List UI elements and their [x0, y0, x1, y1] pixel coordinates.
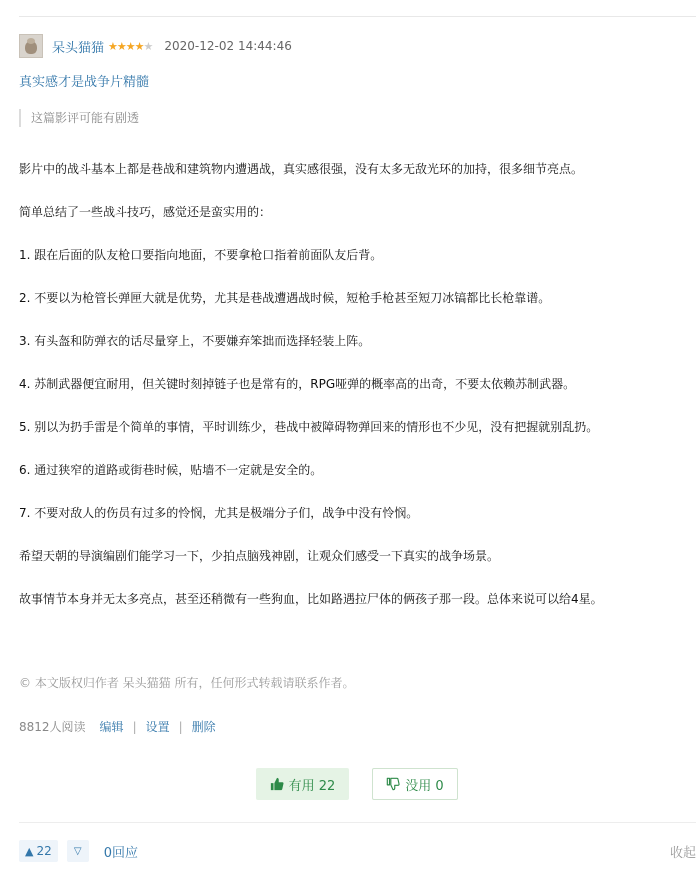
replies-link[interactable]: 0回应 [103, 845, 139, 861]
read-count: 8812人阅读 [19, 720, 86, 734]
useful-button[interactable] [256, 768, 349, 800]
review-body [19, 158, 679, 631]
downvote-button[interactable] [67, 840, 89, 862]
review-paragraph: 故事情节本身并无太多亮点，甚至还稍微有一些狗血，比如路遇拉尸体的俩孩子那一段。总体来说可以给4星。 [19, 592, 603, 606]
review-paragraph: 6. 通过狭窄的道路或街巷时候，贴墙不一定就是安全的。 [19, 463, 323, 477]
useful-label: 有用 22 [288, 778, 336, 794]
star-icon: ★ [116, 39, 126, 53]
edit-link[interactable]: 编辑 [99, 720, 124, 734]
vote-row [256, 768, 458, 800]
review-paragraph: 3. 有头盔和防弹衣的话尽量穿上，不要嫌弃笨拙而选择轻装上阵。 [19, 334, 371, 348]
meta-separator: | [178, 719, 183, 734]
thumbs-up-icon [270, 777, 284, 791]
upvote-button[interactable] [19, 840, 58, 862]
meta-separator: | [132, 719, 137, 734]
review-paragraph: 4. 苏制武器便宜耐用，但关键时刻掉链子也是常有的，RPG哑弹的概率高的出奇，不要太依赖苏制武器。 [19, 377, 576, 391]
delete-link[interactable]: 删除 [191, 720, 216, 734]
review-paragraph: 简单总结了一些战斗技巧，感觉还是蛮实用的： [19, 205, 272, 219]
review-paragraph: 影片中的战斗基本上都是巷战和建筑物内遭遇战，真实感很强，没有太多无敌光环的加持，很多细节亮点。 [19, 162, 584, 176]
star-icon: ★ [143, 39, 153, 53]
review-paragraph: 7. 不要对敌人的伤员有过多的怜悯，尤其是极端分子们，战争中没有怜悯。 [19, 506, 419, 520]
review-title[interactable]: 真实感才是战争片精髓 [19, 75, 150, 90]
spoiler-notice: 这篇影评可能有剧透 [19, 109, 139, 127]
comment-footer [19, 839, 696, 863]
review-paragraph: 希望天朝的导演编剧们能学习一下，少拍点脑残神剧，让观众们感受一下真实的战争场景。 [19, 549, 500, 563]
settings-link[interactable]: 设置 [145, 720, 170, 734]
useless-label: 没用 0 [405, 778, 444, 794]
star-icon: ★ [134, 39, 144, 53]
star-icon: ★ [108, 39, 117, 53]
bottom-divider [19, 822, 696, 823]
useless-button[interactable] [372, 768, 458, 800]
collapse-link[interactable]: 收起 [669, 845, 696, 861]
triangle-up-icon: ▲ [25, 844, 34, 858]
star-icon: ★ [125, 39, 135, 53]
rating-stars [108, 40, 152, 53]
review-header [19, 33, 292, 59]
thumbs-down-icon [386, 777, 400, 791]
review-meta [19, 718, 216, 735]
review-paragraph: 2. 不要以为枪管长弹匣大就是优势，尤其是巷战遭遇战时候，短枪手枪甚至短刀冰镐都比长枪靠谱。 [19, 291, 551, 305]
avatar[interactable] [19, 34, 43, 58]
review-paragraph: 1. 跟在后面的队友枪口要指向地面，不要拿枪口指着前面队友后背。 [19, 248, 383, 262]
triangle-down-icon: ▽ [73, 845, 82, 857]
review-datetime: 2020-12-02 14:44:46 [164, 39, 292, 53]
copyright-notice: © 本文版权归作者 呆头猫猫 所有，任何形式转载请联系作者。 [19, 676, 355, 690]
upvote-count: 22 [36, 844, 52, 858]
author-name[interactable]: 呆头猫猫 [52, 40, 105, 56]
top-divider [19, 16, 696, 17]
review-paragraph: 5. 别以为扔手雷是个简单的事情，平时训练少，巷战中被障碍物弹回来的情形也不少见，没有把握就别乱扔。 [19, 420, 599, 434]
